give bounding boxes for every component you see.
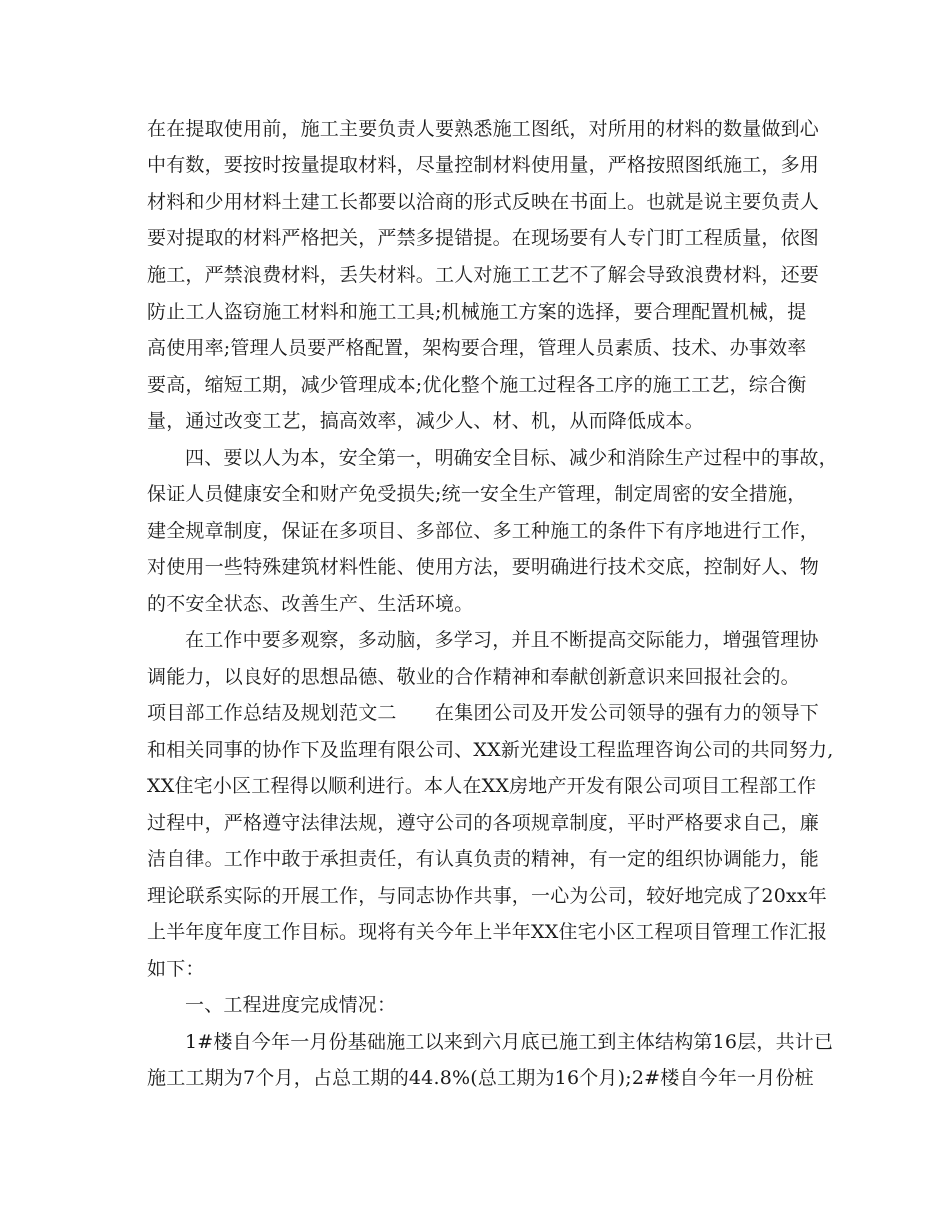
text-line-25: 一、工程进度完成情况： [185, 994, 397, 1016]
text-line-12: 建全规章制度，保证在多项目、多部位、多工种施工的条件下有序地进行工作， [147, 520, 820, 542]
text-line-19: XX住宅小区工程得以顺利进行。本人在XX房地产开发有限公司项目工程部工作 [147, 775, 817, 797]
text-line-15: 在工作中要多观察，多动脑，多学习，并且不断提高交际能力，增强管理协 [185, 629, 819, 651]
text-line-10: 四、要以人为本，安全第一，明确安全目标、减少和消除生产过程中的事故， [185, 447, 838, 469]
text-line-1: 在在提取使用前，施工主要负责人要熟悉施工图纸，对所用的材料的数量做到心 [147, 118, 820, 140]
text-line-18: 和相关同事的协作下及监理有限公司、XX新光建设工程监理咨询公司的共同努力, [147, 739, 834, 761]
text-line-7: 高使用率;管理人员要严格配置，架构要合理，管理人员素质、技术、办事效率 [147, 337, 807, 359]
text-line-3: 材料和少用材料土建工长都要以洽商的形式反映在书面上。也就是说主要负责人 [147, 191, 820, 213]
text-line-9: 量，通过改变工艺，搞高效率，减少人、材、机，从而降低成本。 [147, 410, 704, 432]
text-line-23: 上半年度年度工作目标。现将有关今年上半年XX住宅小区工程项目管理工作汇报 [147, 921, 828, 943]
text-line-8: 要高，缩短工期，减少管理成本;优化整个施工过程各工序的施工工艺，综合衡 [147, 374, 807, 396]
text-line-20: 过程中，严格遵守法律法规，遵守公司的各项规章制度，平时严格要求自己，廉 [147, 812, 820, 834]
text-line-26: 1#楼自今年一月份基础施工以来到六月底已施工到主体结构第16层，共计已 [185, 1031, 834, 1053]
text-line-13: 对使用一些特殊建筑材料性能、使用方法，要明确进行技术交底，控制好人、物 [147, 556, 820, 578]
text-line-21: 洁自律。工作中敢于承担责任，有认真负责的精神，有一定的组织协调能力，能 [147, 848, 820, 870]
text-line-11: 保证人员健康安全和财产免受损失;统一安全生产管理，制定周密的安全措施， [147, 483, 807, 505]
text-line-6: 防止工人盗窃施工材料和施工工具;机械施工方案的选择，要合理配置机械，提 [147, 301, 807, 323]
text-line-16: 调能力，以良好的思想品德、敬业的合作精神和奉献创新意识来回报社会的。 [147, 666, 800, 688]
text-line-2: 中有数，要按时按量提取材料，尽量控制材料使用量，严格按照图纸施工，多用 [147, 154, 820, 176]
text-line-14: 的不安全状态、改善生产、生活环境。 [147, 593, 474, 615]
text-line-5: 施工，严禁浪费材料，丢失材料。工人对施工工艺不了解会导致浪费材料，还要 [147, 264, 820, 286]
text-line-22: 理论联系实际的开展工作，与同志协作共事，一心为公司，较好地完成了20xx年 [147, 885, 828, 907]
text-line-17: 项目部工作总结及规划范文二 在集团公司及开发公司领导的强有力的领导下 [147, 702, 820, 724]
text-line-27: 施工工期为7个月，占总工期的44.8%(总工期为16个月);2#楼自今年一月份桩 [147, 1067, 814, 1089]
text-line-4: 要对提取的材料严格把关，严禁多提错提。在现场要有人专门盯工程质量，依图 [147, 227, 820, 249]
text-line-24: 如下： [147, 958, 205, 980]
